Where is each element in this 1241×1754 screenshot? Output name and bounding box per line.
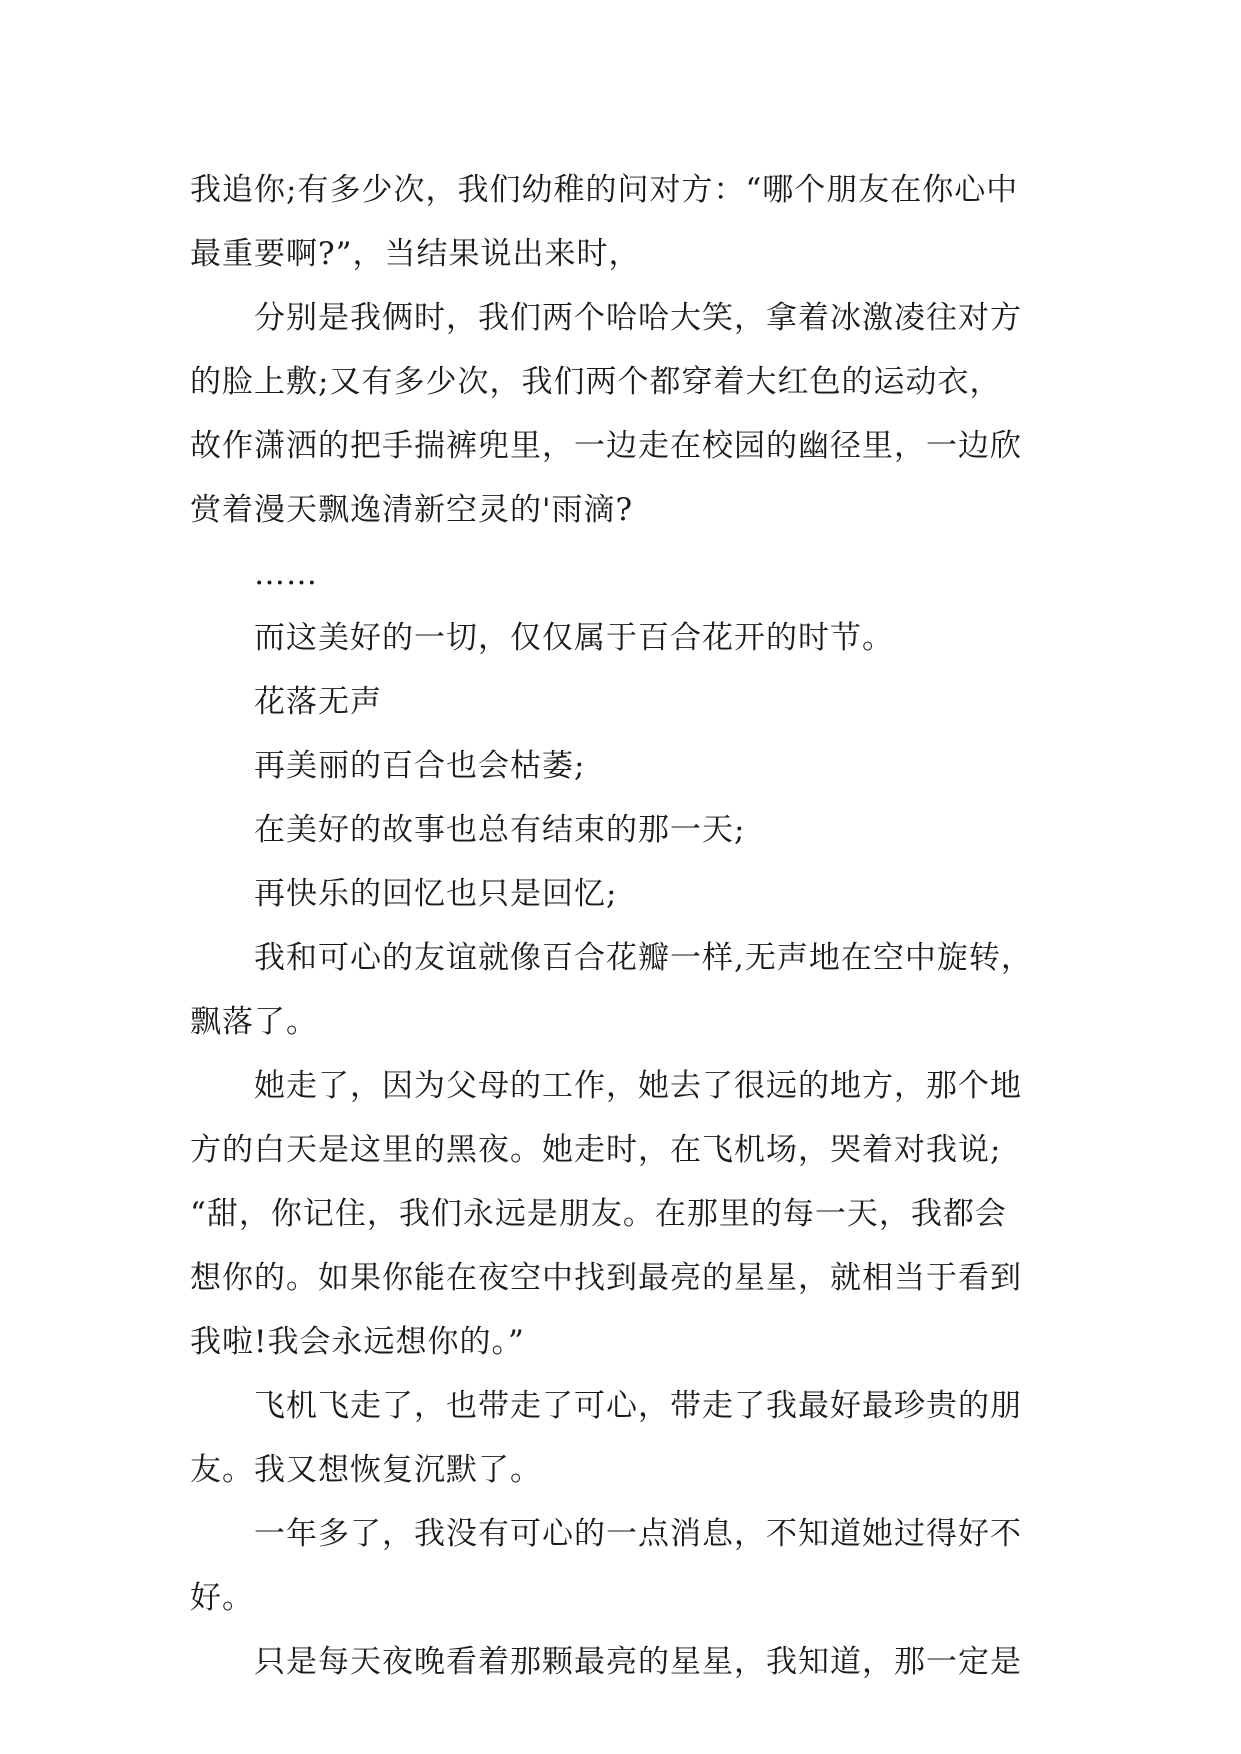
text-line-6: 赏着漫天飘逸清新空灵的'雨滴?: [190, 492, 634, 528]
text-line-16: 方的白天是这里的黑夜。她走时，在飞机场，哭着对我说;: [190, 1132, 1002, 1168]
text-line-21: 友。我又想恢复沉默了。: [190, 1452, 542, 1488]
document-body: [190, 158, 1060, 1694]
text-line-1: 我追你;有多少次，我们幼稚的问对方：“哪个朋友在你心中: [190, 172, 1019, 208]
text-line-4: 的脸上敷;又有多少次，我们两个都穿着大红色的运动衣，: [190, 364, 1002, 400]
text-line-3: 分别是我俩时，我们两个哈哈大笑，拿着冰激凌往对方: [254, 300, 1022, 336]
text-line-14: 飘落了。: [190, 1004, 318, 1040]
text-line-7: ……: [254, 556, 318, 592]
text-line-5: 故作潇洒的把手揣裤兜里，一边走在校园的幽径里，一边欣: [190, 428, 1022, 464]
text-line-11: 在美好的故事也总有结束的那一天;: [254, 812, 746, 848]
text-line-23: 好。: [190, 1580, 254, 1616]
text-line-2: 最重要啊?”，当结果说出来时，: [190, 236, 641, 272]
text-line-17: “甜，你记住，我们永远是朋友。在那里的每一天，我都会: [190, 1196, 1007, 1232]
text-line-18: 想你的。如果你能在夜空中找到最亮的星星，就相当于看到: [190, 1260, 1022, 1296]
text-line-9: 花落无声: [254, 684, 382, 720]
text-line-24: 只是每天夜晚看着那颗最亮的星星，我知道，那一定是: [254, 1644, 1022, 1680]
text-line-12: 再快乐的回忆也只是回忆;: [254, 876, 618, 912]
text-line-10: 再美丽的百合也会枯萎;: [254, 748, 586, 784]
text-line-8: 而这美好的一切，仅仅属于百合花开的时节。: [254, 620, 894, 656]
text-line-13: 我和可心的友谊就像百合花瓣一样,无声地在空中旋转，: [254, 940, 1033, 976]
text-line-20: 飞机飞走了，也带走了可心，带走了我最好最珍贵的朋: [254, 1388, 1022, 1424]
text-line-15: 她走了，因为父母的工作，她去了很远的地方，那个地: [254, 1068, 1022, 1104]
text-line-19: 我啦!我会永远想你的。”: [190, 1324, 525, 1360]
text-line-22: 一年多了，我没有可心的一点消息，不知道她过得好不: [254, 1516, 1022, 1552]
